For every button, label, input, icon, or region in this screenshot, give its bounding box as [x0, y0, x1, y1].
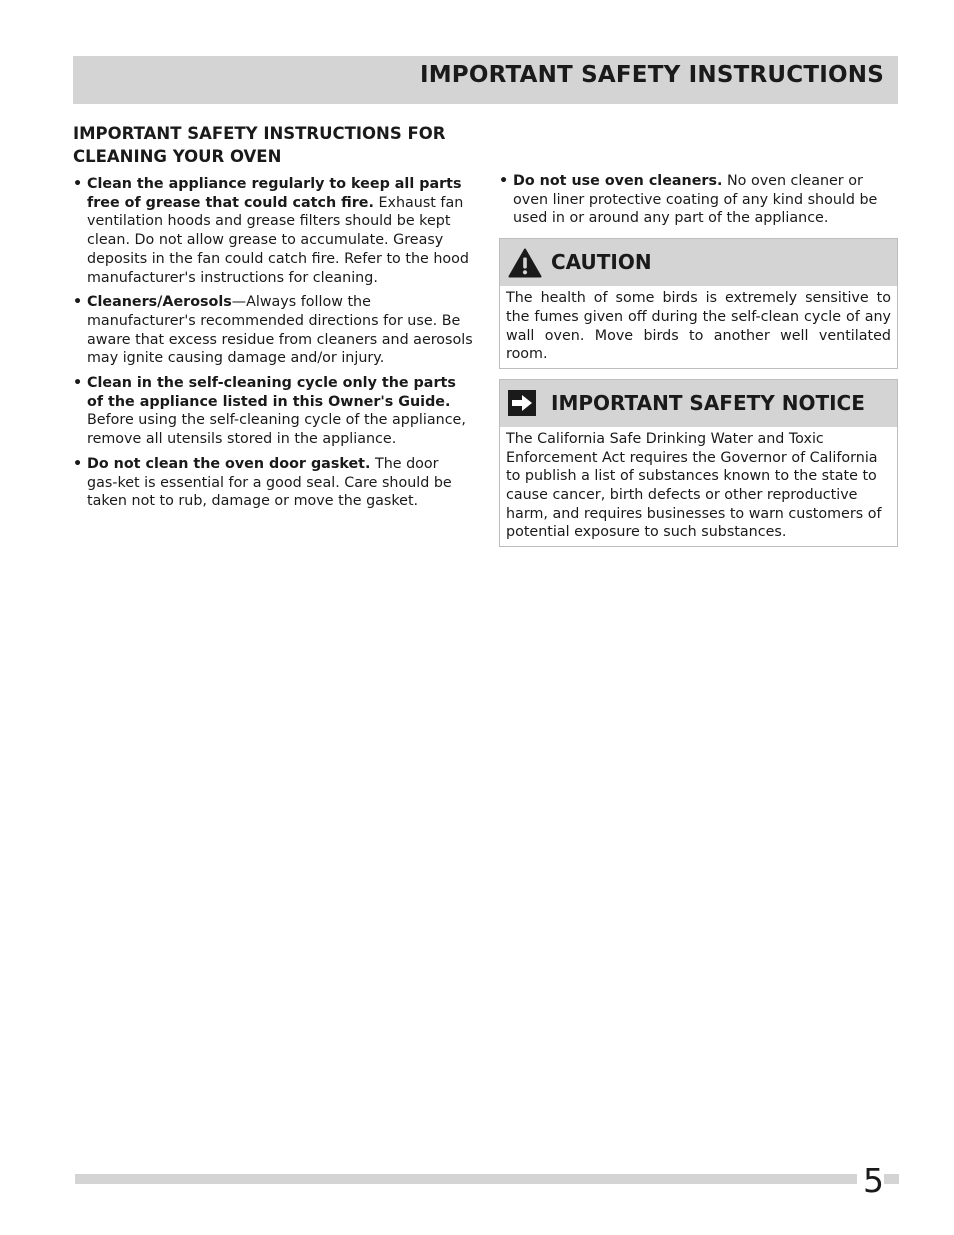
bullet-icon: •	[73, 455, 83, 472]
notice-body: The California Safe Drinking Water and Toxic Enforcement Act requires the Governor of California to publish a list of substances known to the state to cause cancer, birth defects or other reproductive harm, and requires businesses to warn customers of potential exposure to such substances.	[506, 430, 882, 541]
caution-label: CAUTION	[551, 250, 652, 275]
notice-label: IMPORTANT SAFETY NOTICE	[551, 390, 865, 415]
list-item-text: Before using the self-cleaning cycle of the appliance, remove all utensils stored in the appliance.	[87, 412, 466, 448]
list-item-bold: Do not use oven cleaners.	[513, 173, 723, 189]
caution-header	[500, 239, 897, 286]
bullet-icon: •	[73, 375, 83, 392]
bullet-icon: •	[73, 294, 83, 311]
page-number: 5	[857, 1161, 884, 1201]
list-item	[499, 172, 898, 228]
list-item-text: —Always follow the manufacturer's recommended directions for use. Be aware that excess residue from cleaners and aerosols may ignite causing damage and/or injury.	[87, 294, 473, 367]
section-heading-line1: IMPORTANT SAFETY INSTRUCTIONS FOR	[73, 124, 446, 143]
section-heading-line2: CLEANING YOUR OVEN	[73, 147, 282, 166]
list-item-text: No oven cleaner or oven liner protective coating of any kind should be used in or around any part of the appliance.	[513, 173, 878, 227]
footer-bar	[75, 1174, 899, 1184]
list-item-bold: Cleaners/Aerosols	[87, 294, 232, 311]
bullet-icon: •	[499, 173, 509, 189]
right-column	[499, 172, 898, 547]
caution-box	[499, 238, 898, 369]
header-bar	[73, 56, 898, 104]
oven-cleaner-list	[499, 172, 898, 228]
section-heading	[73, 122, 473, 168]
page-title: IMPORTANT SAFETY INSTRUCTIONS	[419, 62, 884, 88]
arrow-right-icon	[508, 389, 538, 421]
notice-header	[500, 380, 897, 427]
list-item	[73, 374, 473, 449]
left-column	[73, 122, 473, 517]
cleaning-list	[73, 175, 473, 511]
bullet-icon: •	[73, 176, 83, 192]
list-item	[73, 455, 473, 511]
list-item-bold: Clean in the self-cleaning cycle only the parts of the appliance listed in this Owner's Guide.	[87, 375, 456, 410]
warning-icon	[508, 248, 542, 282]
notice-box	[499, 379, 898, 547]
list-item	[73, 293, 473, 368]
list-item-bold: Clean the appliance regularly to keep all parts free of grease that could catch fire.	[87, 176, 462, 211]
list-item	[73, 175, 473, 287]
caution-body: The health of some birds is extremely sensitive to the fumes given off during the self-clean cycle of any wall oven. Move birds to another well ventilated room.	[506, 290, 891, 363]
list-item-text: The door gas-ket is essential for a good seal. Care should be taken not to rub, damage or move the gasket.	[87, 455, 452, 510]
list-item-text: Exhaust fan ventilation hoods and grease filters should be kept clean. Do not allow grease to accumulate. Greasy deposits in the fan could catch fire. Refer to the hood manufacturer's instructions for cleaning.	[87, 194, 469, 286]
list-item-bold: Do not clean the oven door gasket.	[87, 455, 371, 472]
